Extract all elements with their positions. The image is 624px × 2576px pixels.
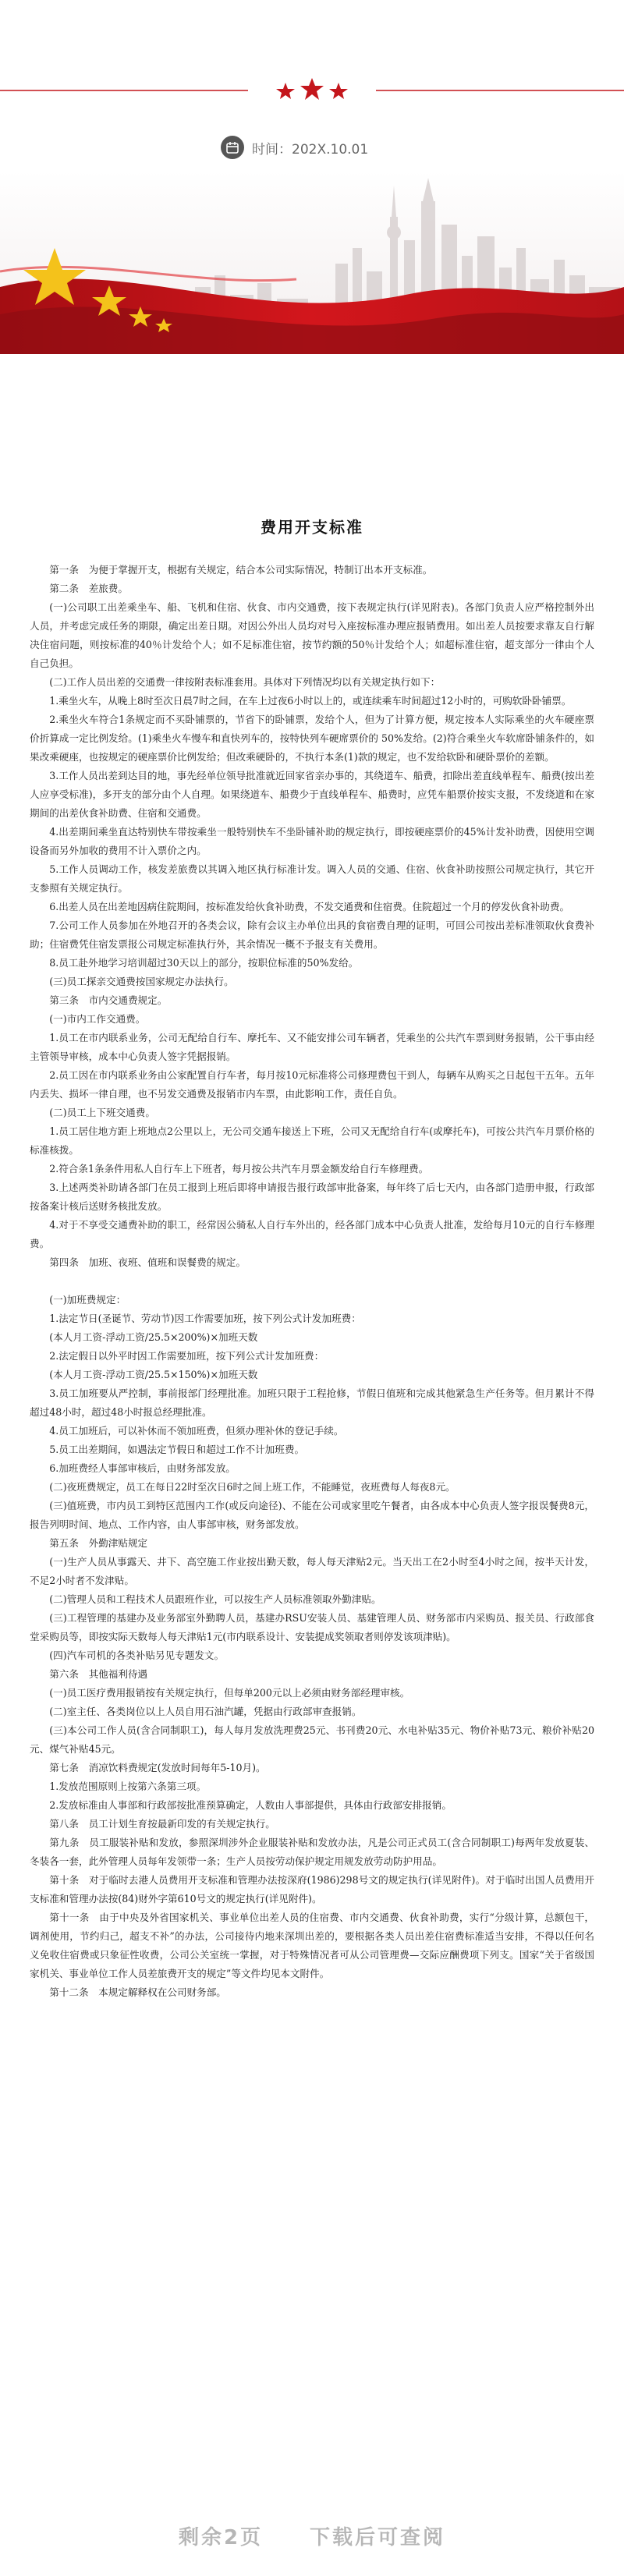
paragraph: 2.法定假日以外平时因工作需要加班，按下列公式计发加班费： xyxy=(49,1350,324,1362)
paragraph: 5.员工出差期间，如遇法定节假日和超过工作不计加班费。 xyxy=(49,1444,305,1455)
paragraph: (二)工作人员出差的交通费一律按附表标准套用。具体对下列情况均以有关规定执行如下： xyxy=(49,676,441,688)
paragraph: 4.员工加班后，可以补休而不领加班费，但须办理补休的登记手续。 xyxy=(49,1425,344,1437)
paragraph: 3.上述两类补助请各部门在员工报到上班后即将申请报告报行政部审批备案，每年终了后七天内，由各部门造册申报，行政部按备案计核后送财务核批发放。 xyxy=(30,1182,594,1212)
paragraph: (四)汽车司机的各类补贴另见专题发文。 xyxy=(49,1649,225,1661)
paragraph: 第八条 员工计划生育按最新印发的有关规定执行。 xyxy=(49,1818,275,1830)
time-row xyxy=(221,137,368,158)
document-body xyxy=(30,515,594,2002)
paragraph: 第十二条 本规定解释权在公司财务部。 xyxy=(49,1986,226,1998)
paragraph: (三)员工探亲交通费按国家规定办法执行。 xyxy=(49,976,234,987)
paragraph: 第九条 员工服装补贴和发放，参照深圳涉外企业服装补贴和发放办法，凡是公司正式员工(含合同制职工)每两年发放夏装、冬装各一套，此外管理人员每年发领带一条；生产人员按劳动保护规定用规发放劳动防护用品。 xyxy=(30,1837,594,1867)
star-icon xyxy=(300,78,324,100)
paragraph: 2.符合条1条条件用私人自行车上下班者，每月按公共汽车月票金额发给自行车修理费。 xyxy=(49,1163,429,1175)
paragraph: (三)工程管理的基建办及业务部室外勤聘人员，基建办RSU安装人员、基建管理人员、财务部市内采购员、报关员、行政部食堂采购员等，即按实际天数每人每天津贴1元(市内联系设计、安装提成奖领取者则停发该项津贴)。 xyxy=(30,1612,594,1642)
paragraph: 第七条 消凉饮料费规定(发放时间每年5-10月)。 xyxy=(49,1762,266,1773)
paragraph: (本人月工资-浮动工资/25.5×150%)×加班天数 xyxy=(49,1369,258,1380)
star-icon xyxy=(329,83,348,99)
paragraph: 3.工作人员出差到达目的地，事先经单位领导批准就近回家省亲办事的，其绕道车、船费，扣除出差直线单程车、船费(按出差人应享受标准)，多开支的部分由个人自理。如果绕道车、船费少于直线单程车、船费时，应凭车船票价按实支报，不发绕道和在家期间的出差伙食补助费、住宿和交通费。 xyxy=(30,770,594,819)
paragraph: 1.员工在市内联系业务，公司无配给自行车、摩托车、又不能安排公司车辆者，凭乘坐的公共汽车票到财务报销，公干事由经主管领导审核，成本中心负责人签字凭据报销。 xyxy=(30,1032,594,1062)
paragraph: 8.员工赴外地学习培训超过30天以上的部分，按职位标准的50%发给。 xyxy=(49,957,359,969)
paragraph: 第十一条 由于中央及外省国家机关、事业单位出差人员的住宿费、市内交通费、伙食补助费，实行“分级计算，总额包干，调剂使用，节约归己，超支不补”的办法，公司接待内地来深圳出差的，要根据各类人员出差住宿费标准适当安排，不得以任何名义免收住宿费或只象征性收费，公司公关室统一掌握，对于特殊情况者可从公司管理费—交际应酬费项下列支。国家“关于省级国家机关、事业单位工作人员差旅费开支的规定”等文件均见本文附件。 xyxy=(30,1912,594,1979)
paragraph: 2.员工因在市内联系业务由公家配置自行车者，每月按10元标准将公司修理费包干到人，每辆车从购买之日起包干五年。五年内丢失、损坏一律自理，也不另发交通费及报销市内车票，由此影响工作，责任自负。 xyxy=(30,1069,594,1100)
paragraph: (二)员工上下班交通费。 xyxy=(49,1107,155,1118)
paragraph: (二)管理人员和工程技术人员跟班作业，可以按生产人员标准领取外勤津贴。 xyxy=(49,1593,381,1605)
paragraph: (一)加班费规定： xyxy=(49,1294,126,1306)
paragraph: 6.出差人员在出差地因病住院期间，按标准发给伙食补助费，不发交通费和住宿费。住院超过一个月的停发伙食补助费。 xyxy=(49,901,570,912)
paragraph: 第六条 其他福利待遇 xyxy=(49,1668,148,1680)
paragraph: 1.乘坐火车，从晚上8时至次日晨7时之间，在车上过夜6小时以上的，或连续乘车时间超过12小时的，可购软卧卧铺票。 xyxy=(49,695,572,707)
paragraph: 2.发放标准由人事部和行政部按批准预算确定，人数由人事部提供，具体由行政部安排报销。 xyxy=(49,1799,452,1811)
paragraph: 第四条 加班、夜班、值班和误餐费的规定。 xyxy=(49,1256,246,1268)
paragraph: (二)夜班费规定，员工在每日22时至次日6时之间上班工作，不能睡觉，夜班费每人每夜8元。 xyxy=(49,1481,456,1493)
remaining-pages-label: 剩余2页 xyxy=(178,2526,264,2549)
paragraph: (一)市内工作交通费。 xyxy=(49,1013,146,1025)
download-link[interactable]: 下载后可查阅 xyxy=(310,2526,446,2549)
paragraph: 1.员工居住地方距上班地点2公里以上，无公司交通车接送上下班，公司又无配给自行车(或摩托车)，可按公共汽车月票价格的标准核拨。 xyxy=(30,1125,594,1156)
header-decoration xyxy=(0,75,624,106)
paragraph: 第一条 为便于掌握开支，根据有关规定，结合本公司实际情况，特制订出本开支标准。 xyxy=(49,564,433,576)
paragraph: (一)生产人员从事露天、井下、高空施工作业按出勤天数，每人每天津贴2元。当天出工在2小时至4小时之间，按半天计发，不足2小时者不发津贴。 xyxy=(30,1556,594,1586)
paragraph-spacer xyxy=(30,1272,594,1291)
paragraph: 1.发放范围原则上按第六条第三项。 xyxy=(49,1781,207,1792)
paragraph: (一)员工医疗费用报销按有关规定执行，但每单200元以上必须由财务部经理审核。 xyxy=(49,1687,410,1699)
header-banner-image xyxy=(0,170,624,354)
paragraph: 第五条 外勤津贴规定 xyxy=(49,1537,148,1549)
paragraph: 4.出差期间乘坐直达特别快车带按乘坐一般特别快车不坐卧铺补助的规定执行，即按硬座票价的45%计发补助费，因使用空调设备而另外加收的费用不计入票价之内。 xyxy=(30,826,594,856)
star-icon xyxy=(276,83,295,99)
paragraph: (三)值班费，市内员工到特区范围内工作(或反向途径)、不能在公司或家里吃午餐者，由各成本中心负责人签字报误餐费8元，报告列明时间、地点、工作内容，由人事部审核，财务部发放。 xyxy=(30,1500,594,1530)
paragraph: 第二条 差旅费。 xyxy=(49,583,128,594)
paragraph: 第三条 市内交通费规定。 xyxy=(49,994,168,1006)
paragraph: 3.员工加班要从严控制，事前报部门经理批准。加班只限于工程抢修，节假日值班和完成其他紧急生产任务等。但月累计不得超过48小时，超过48小时报总经理批准。 xyxy=(30,1387,594,1418)
paragraph: (一)公司职工出差乘坐车、船、飞机和住宿、伙食、市内交通费，按下表规定执行(详见附表)。各部门负责人应严格控制外出人员，并考虑完成任务的期限，确定出差日期。对因公外出人员均对号入座按标准办理应报销费用。如出差人员按要求靠友自行解决住宿问题，则按标准的40％计发给个人；如不足标准住宿，按节约额的50％计发给个人；如超标准住宿，超支部分一律由个人自己负担。 xyxy=(30,601,594,669)
calendar-icon xyxy=(221,136,244,159)
paragraph: 7.公司工作人员参加在外地召开的各类会议，除有会议主办单位出具的食宿费自理的证明，可回公司按出差标准领取伙食费补助；住宿费凭住宿发票报公司规定标准执行外，其余情况一概不予报支有关费用。 xyxy=(30,919,594,950)
paragraph: (本人月工资-浮动工资/25.5×200%)×加班天数 xyxy=(49,1331,258,1343)
document-title: 费用开支标准 xyxy=(261,518,363,537)
paragraph: 6.加班费经人事部审核后，由财务部发放。 xyxy=(49,1462,236,1474)
publish-time: 时间：202X.10.01 xyxy=(252,141,369,158)
paragraph: 5.工作人员调动工作，核发差旅费以其调入地区执行标准计发。调入人员的交通、住宿、伙食补助按照公司规定执行，其它开支参照有关规定执行。 xyxy=(30,863,594,894)
paragraph: 第十条 对于临时去港人员费用开支标准和管理办法按深府(1986)298号文的规定执行(详见附件)。对于临时出国人员费用开支标准和管理办法按(84)财外字第610号文的规定执行(详见附件)。 xyxy=(30,1874,594,1905)
paragraph: 4.对于不享受交通费补助的职工，经常因公骑私人自行车外出的，经各部门成本中心负责人批准，发给每月10元的自行车修理费。 xyxy=(30,1219,594,1249)
paragraph: 1.法定节日(圣诞节、劳动节)因工作需要加班，按下列公式计发加班费： xyxy=(49,1313,361,1324)
download-prompt[interactable] xyxy=(0,2496,624,2576)
paragraph-list xyxy=(30,561,594,2002)
paragraph: (三)本公司工作人员(含合同制职工)，每人每月发放洗理费25元、书刊费20元、水电补贴35元、物价补贴73元、粮价补贴20元、煤气补贴45元。 xyxy=(30,1724,594,1755)
paragraph: (二)室主任、各类岗位以上人员自用石油汽罐，凭据由行政部审查报销。 xyxy=(49,1706,362,1717)
paragraph: 2.乘坐火车符合1条规定而不买卧铺票的，节省下的卧铺票，发给个人，但为了计算方便，规定按本人实际乘坐的火车硬座票价折算成一定比例发给。(1)乘坐火车慢车和直快列车的，按特快列车硬席票价的 50%发给。(2)符合乘坐火车软席卧铺条件的，如果改乘硬座，也按规定的硬座票价比例发给；但改乘硬卧的，不执行本条(1)款的规定，也不发给软卧和硬卧票价的差额。 xyxy=(30,714,594,763)
